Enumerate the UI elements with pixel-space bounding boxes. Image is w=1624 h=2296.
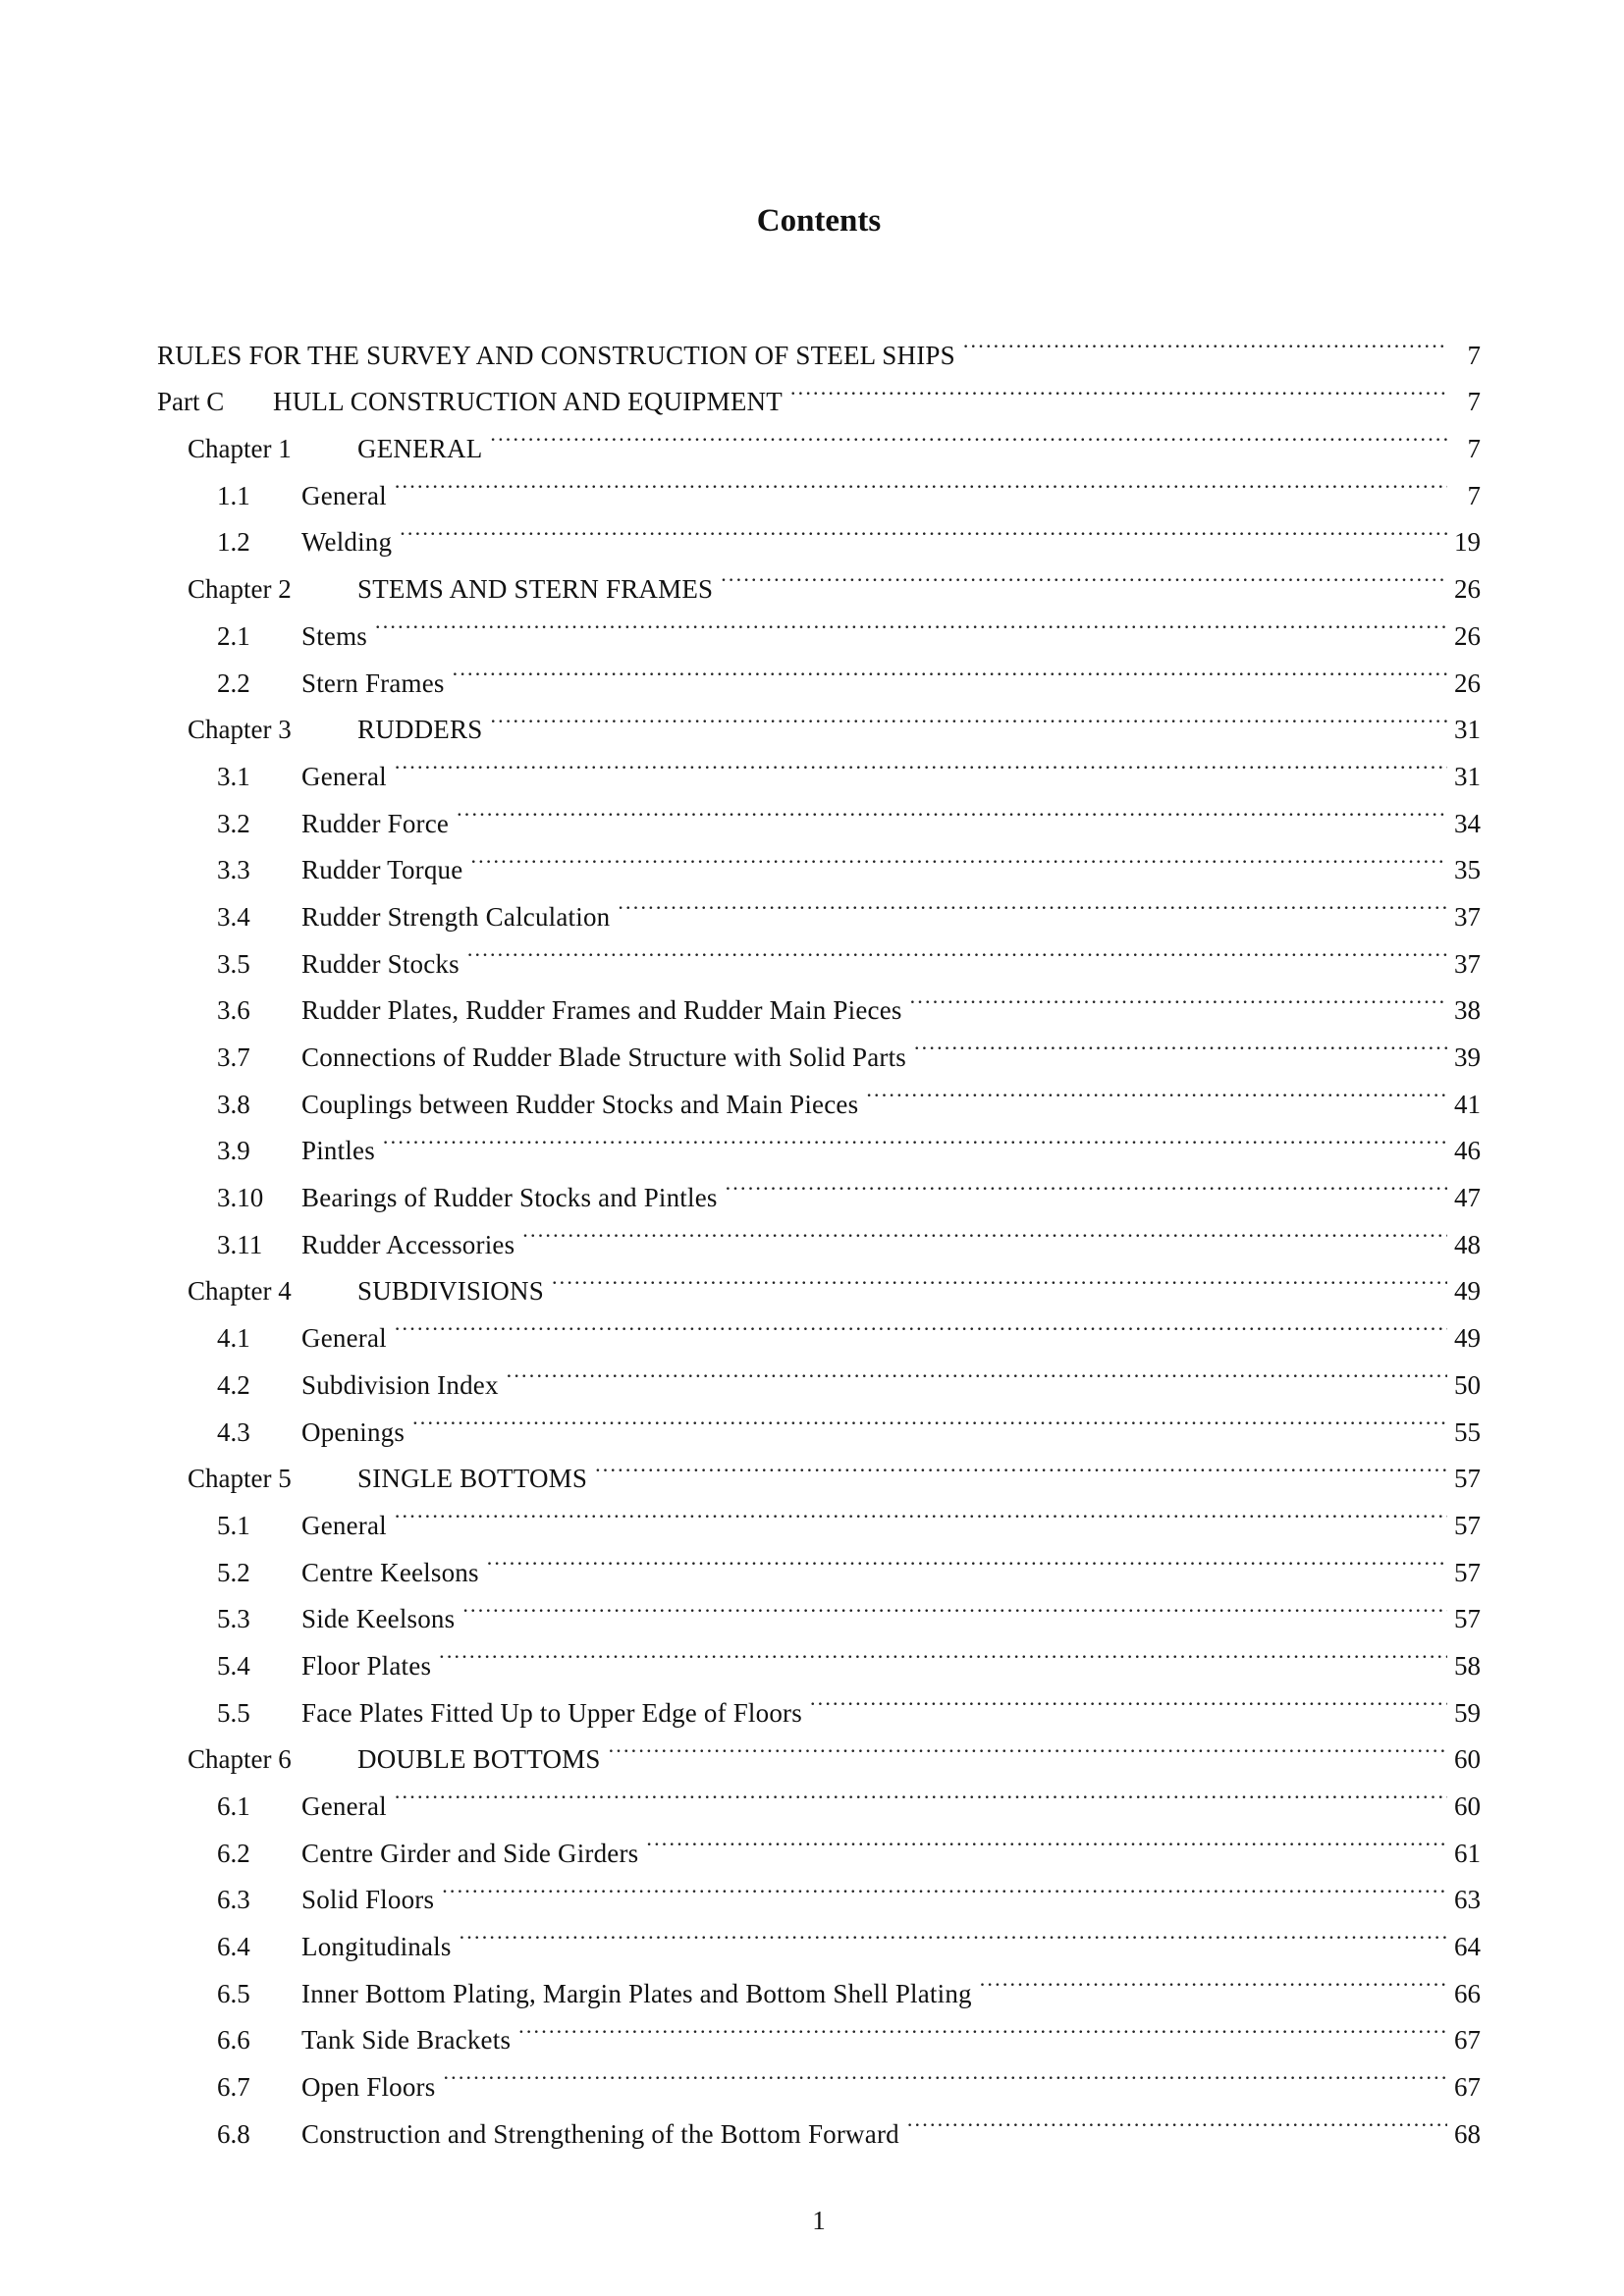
- toc-entry-number: 2.1: [217, 620, 250, 651]
- toc-entry-title: Open Floors: [301, 2072, 436, 2103]
- toc-entry-title: Openings: [301, 1416, 406, 1447]
- toc-entry-number: Chapter 2: [188, 574, 292, 605]
- dot-leader: [980, 1955, 1447, 2002]
- dot-leader: [726, 1159, 1447, 1206]
- toc-entry-title: Stern Frames: [301, 667, 445, 698]
- toc-entry-number: 3.10: [217, 1183, 264, 1213]
- toc-entry-number: 3.9: [217, 1136, 250, 1166]
- toc-entry-title: Rudder Plates, Rudder Frames and Rudder Main Pieces: [301, 995, 902, 1026]
- toc-entry-page: 46: [1454, 1136, 1481, 1166]
- toc-entry-title: General: [301, 761, 387, 791]
- toc-entry-number: 5.2: [217, 1557, 250, 1587]
- toc-entry-page: 66: [1454, 1978, 1481, 2008]
- toc-entry-title: HULL CONSTRUCTION AND EQUIPMENT: [273, 387, 783, 417]
- dot-leader: [487, 1534, 1447, 1581]
- toc-entry-number: 5.3: [217, 1604, 250, 1634]
- toc-entry-title: Pintles: [301, 1136, 375, 1166]
- dot-leader: [412, 1394, 1447, 1441]
- dot-leader: [518, 2002, 1447, 2050]
- toc-entry-title: DOUBLE BOTTOMS: [357, 1744, 601, 1775]
- toc-entry-number: 4.1: [217, 1323, 250, 1354]
- toc-entry-page: 7: [1467, 434, 1481, 464]
- toc-entry-page: 68: [1454, 2118, 1481, 2149]
- dot-leader: [395, 1300, 1447, 1347]
- toc-entry-number: 6.5: [217, 1978, 250, 2008]
- toc-entry-title: SINGLE BOTTOMS: [357, 1464, 588, 1494]
- toc-entry-number: 6.6: [217, 2025, 250, 2056]
- toc-entry-number: 3.8: [217, 1089, 250, 1119]
- toc-entry-number: 6.3: [217, 1885, 250, 1915]
- toc-entry-title: Rudder Strength Calculation: [301, 901, 611, 932]
- toc-entry-page: 26: [1454, 667, 1481, 698]
- toc-entry-number: 3.6: [217, 995, 250, 1026]
- toc-entry-title: GENERAL: [357, 434, 483, 464]
- toc-entry-page: 58: [1454, 1650, 1481, 1681]
- toc-entry-page: 60: [1454, 1744, 1481, 1775]
- dot-leader: [457, 785, 1447, 832]
- toc-entry-number: Part C: [157, 387, 225, 417]
- toc-entry-number: 3.5: [217, 948, 250, 979]
- dot-leader: [470, 832, 1447, 880]
- toc-entry-page: 49: [1454, 1323, 1481, 1354]
- toc-entry-page: 39: [1454, 1042, 1481, 1072]
- toc-entry-title: Tank Side Brackets: [301, 2025, 512, 2056]
- toc-entry-title: Floor Plates: [301, 1650, 432, 1681]
- toc-entry-page: 19: [1454, 527, 1481, 558]
- dot-leader: [810, 1675, 1447, 1722]
- toc-entry-page: 26: [1454, 574, 1481, 605]
- dot-leader: [721, 551, 1447, 598]
- toc-entry-title: General: [301, 1791, 387, 1821]
- dot-leader: [963, 317, 1447, 364]
- toc-entry-page: 34: [1454, 808, 1481, 838]
- table-of-contents: [157, 317, 1481, 2149]
- toc-entry-number: 3.4: [217, 901, 250, 932]
- toc-entry-page: 64: [1454, 1932, 1481, 1962]
- toc-entry-title: Rudder Torque: [301, 855, 463, 885]
- dot-leader: [522, 1206, 1447, 1254]
- toc-entry-page: 37: [1454, 948, 1481, 979]
- toc-entry-page: 35: [1454, 855, 1481, 885]
- footer-page-number: 1: [812, 2206, 826, 2235]
- toc-entry-number: 1.1: [217, 480, 250, 510]
- toc-entry-title: Solid Floors: [301, 1885, 435, 1915]
- toc-entry-number: 6.7: [217, 2072, 250, 2103]
- toc-entry-page: 63: [1454, 1885, 1481, 1915]
- dot-leader: [453, 645, 1447, 692]
- toc-entry-page: 48: [1454, 1229, 1481, 1259]
- page-title: Contents: [756, 203, 882, 239]
- toc-entry-title: Inner Bottom Plating, Margin Plates and Bottom Shell Plating: [301, 1978, 972, 2008]
- dot-leader: [618, 879, 1447, 926]
- toc-entry-title: Bearings of Rudder Stocks and Pintles: [301, 1183, 718, 1213]
- dot-leader: [646, 1815, 1447, 1862]
- toc-entry-number: Chapter 6: [188, 1744, 292, 1775]
- dot-leader: [443, 2049, 1447, 2096]
- toc-entry-page: 31: [1454, 715, 1481, 745]
- toc-entry-number: 3.1: [217, 761, 250, 791]
- toc-entry-number: Chapter 1: [188, 434, 292, 464]
- dot-leader: [462, 1581, 1447, 1629]
- toc-entry-number: 2.2: [217, 667, 250, 698]
- toc-entry-title: Rudder Stocks: [301, 948, 460, 979]
- toc-entry-number: 3.7: [217, 1042, 250, 1072]
- toc-entry-page: 26: [1454, 620, 1481, 651]
- toc-entry-title: Face Plates Fitted Up to Upper Edge of Floors: [301, 1697, 802, 1728]
- toc-entry-title: Centre Girder and Side Girders: [301, 1838, 639, 1868]
- toc-entry-title: RUDDERS: [357, 715, 483, 745]
- toc-entry-page: 7: [1467, 340, 1481, 370]
- toc-entry-number: 3.3: [217, 855, 250, 885]
- dot-leader: [439, 1628, 1447, 1675]
- dot-leader: [552, 1254, 1447, 1301]
- toc-entry-number: Chapter 3: [188, 715, 292, 745]
- dot-leader: [907, 2096, 1447, 2143]
- toc-entry-title: Longitudinals: [301, 1932, 452, 1962]
- toc-entry-title: General: [301, 1323, 387, 1354]
- toc-entry-page: 7: [1467, 480, 1481, 510]
- toc-entry-number: 4.3: [217, 1416, 250, 1447]
- dot-leader: [383, 1113, 1447, 1160]
- toc-entry-title: General: [301, 1510, 387, 1540]
- toc-entry-title: Construction and Strengthening of the Bottom Forward: [301, 2118, 899, 2149]
- dot-leader: [400, 505, 1447, 552]
- dot-leader: [790, 364, 1447, 411]
- toc-entry-page: 50: [1454, 1369, 1481, 1400]
- toc-entry-number: 6.1: [217, 1791, 250, 1821]
- toc-entry-page: 57: [1454, 1464, 1481, 1494]
- dot-leader: [866, 1066, 1447, 1113]
- toc-entry-number: 5.1: [217, 1510, 250, 1540]
- toc-entry-number: 3.2: [217, 808, 250, 838]
- dot-leader: [375, 598, 1447, 645]
- toc-entry-page: 37: [1454, 901, 1481, 932]
- toc-entry-page: 57: [1454, 1604, 1481, 1634]
- dot-leader: [395, 1768, 1447, 1815]
- dot-leader: [442, 1862, 1447, 1909]
- toc-entry-title: Couplings between Rudder Stocks and Main Pieces: [301, 1089, 859, 1119]
- toc-entry-page: 38: [1454, 995, 1481, 1026]
- toc-entry-number: 6.8: [217, 2118, 250, 2149]
- toc-entry[interactable]: [157, 317, 1481, 370]
- toc-entry-number: 1.2: [217, 527, 250, 558]
- toc-entry-page: 61: [1454, 1838, 1481, 1868]
- dot-leader: [595, 1441, 1447, 1488]
- toc-entry-number: 3.11: [217, 1229, 263, 1259]
- toc-entry-page: 67: [1454, 2025, 1481, 2056]
- toc-entry-number: Chapter 4: [188, 1276, 292, 1307]
- dot-leader: [910, 973, 1447, 1020]
- toc-entry-title: SUBDIVISIONS: [357, 1276, 544, 1307]
- toc-entry-title: RULES FOR THE SURVEY AND CONSTRUCTION OF STEEL SHIPS: [157, 340, 955, 370]
- toc-entry-number: 5.4: [217, 1650, 250, 1681]
- toc-entry-page: 41: [1454, 1089, 1481, 1119]
- dot-leader: [460, 1908, 1447, 1955]
- dot-leader: [395, 1487, 1447, 1534]
- toc-entry-title: Welding: [301, 527, 393, 558]
- toc-entry-title: Stems: [301, 620, 368, 651]
- toc-entry-page: 57: [1454, 1557, 1481, 1587]
- toc-entry-title: Side Keelsons: [301, 1604, 456, 1634]
- toc-entry-title: STEMS AND STERN FRAMES: [357, 574, 714, 605]
- toc-entry-page: 7: [1467, 387, 1481, 417]
- toc-entry-number: 4.2: [217, 1369, 250, 1400]
- toc-entry-page: 57: [1454, 1510, 1481, 1540]
- dot-leader: [914, 1019, 1447, 1066]
- toc-entry-number: 5.5: [217, 1697, 250, 1728]
- dot-leader: [490, 692, 1447, 739]
- toc-entry-title: Centre Keelsons: [301, 1557, 479, 1587]
- toc-entry-title: Subdivision Index: [301, 1369, 499, 1400]
- toc-entry-number: 6.2: [217, 1838, 250, 1868]
- dot-leader: [609, 1722, 1447, 1769]
- toc-entry-page: 59: [1454, 1697, 1481, 1728]
- toc-entry-title: Rudder Force: [301, 808, 450, 838]
- toc-entry-number: 6.4: [217, 1932, 250, 1962]
- toc-entry-title: Rudder Accessories: [301, 1229, 515, 1259]
- toc-entry-page: 60: [1454, 1791, 1481, 1821]
- dot-leader: [395, 738, 1447, 785]
- toc-entry-page: 55: [1454, 1416, 1481, 1447]
- toc-entry-title: Connections of Rudder Blade Structure with Solid Parts: [301, 1042, 906, 1072]
- toc-entry-page: 47: [1454, 1183, 1481, 1213]
- toc-entry-page: 31: [1454, 761, 1481, 791]
- toc-entry-title: General: [301, 480, 387, 510]
- dot-leader: [490, 410, 1447, 457]
- toc-entry-page: 67: [1454, 2072, 1481, 2103]
- toc-entry-number: Chapter 5: [188, 1464, 292, 1494]
- toc-entry-page: 49: [1454, 1276, 1481, 1307]
- dot-leader: [467, 926, 1447, 973]
- dot-leader: [395, 457, 1447, 505]
- dot-leader: [507, 1347, 1447, 1394]
